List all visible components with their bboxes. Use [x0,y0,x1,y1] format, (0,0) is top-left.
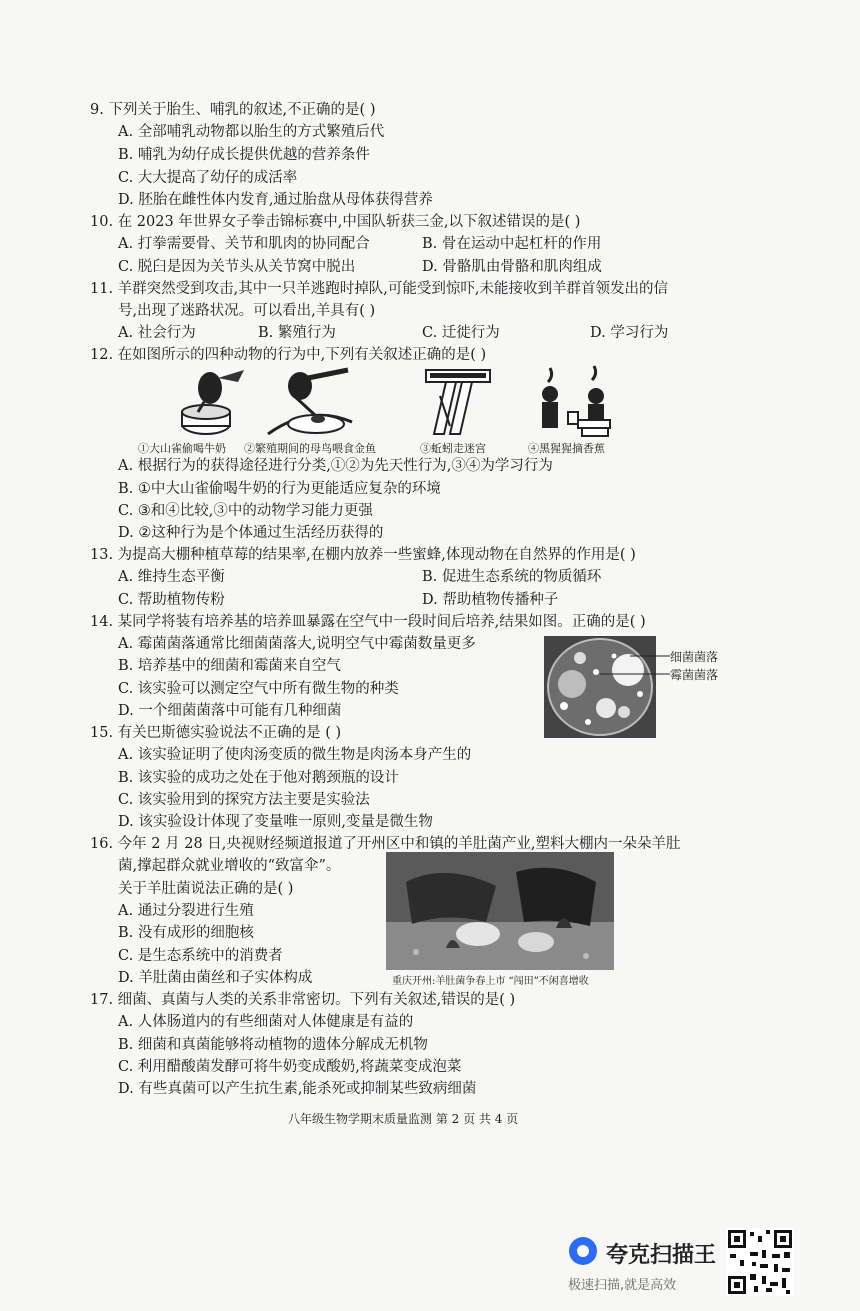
q17-option-c: C. 利用醋酸菌发酵可将牛奶变成酸奶,将蔬菜变成泡菜 [118,1059,462,1075]
q13-option-b: B. 促进生态系统的物质循环 [422,569,602,585]
q16-option-b: B. 没有成形的细胞核 [118,925,254,941]
q9-option-d: D. 胚胎在雌性体内发育,通过胎盘从母体获得营养 [118,192,433,208]
q12-caption-4: ④黑猩猩摘香蕉 [528,442,605,455]
q13-option-d: D. 帮助植物传播种子 [422,592,559,608]
q14-option-a: A. 霉菌菌落通常比细菌菌落大,说明空气中霉菌数量更多 [118,636,476,652]
q10-option-d: D. 骨骼肌由骨骼和肌肉组成 [422,259,602,275]
q15-option-b: B. 该实验的成功之处在于他对鹅颈瓶的设计 [118,770,399,786]
q16-stem-line2: 菌,撑起群众就业增收的“致富伞”。 [118,858,341,874]
q16-stem-line3: 关于羊肚菌说法正确的是( ) [118,881,294,897]
q16-stem-line1: 16. 今年 2 月 28 日,央视财经频道报道了开州区中和镇的羊肚菌产业,塑料大棚内一朵朵羊肚 [90,836,681,852]
q12-caption-2: ②繁殖期间的母鸟喂食金鱼 [244,442,376,455]
q12-caption-1: ①大山雀偷喝牛奶 [138,442,226,455]
q17-option-b: B. 细菌和真菌能够将动植物的遗体分解成无机物 [118,1037,428,1053]
q17-option-a: A. 人体肠道内的有些细菌对人体健康是有益的 [118,1014,414,1030]
q16-option-d: D. 羊肚菌由菌丝和子实体构成 [118,970,313,986]
q12-stem: 12. 在如图所示的四种动物的行为中,下列有关叙述正确的是( ) [90,347,487,363]
q10-option-b: B. 骨在运动中起杠杆的作用 [422,236,602,252]
q15-option-c: C. 该实验用到的探究方法主要是实验法 [118,792,370,808]
petri-label-lines [600,650,670,680]
watermark-slogan: 极速扫描,就是高效 [568,1278,677,1293]
q12-option-b: B. ①中大山雀偷喝牛奶的行为更能适应复杂的环境 [118,481,441,497]
morel-mushroom-photo [386,852,614,970]
q10-option-a: A. 打拳需要骨、关节和肌肉的协同配合 [118,236,370,252]
page-footer: 八年级生物学期末质量监测 第 2 页 共 4 页 [288,1112,519,1126]
q10-option-c: C. 脱臼是因为关节头从关节窝中脱出 [118,259,356,275]
q9-option-c: C. 大大提高了幼仔的成活率 [118,170,298,186]
q11-option-d: D. 学习行为 [590,325,669,341]
q14-option-d: D. 一个细菌菌落中可能有几种细菌 [118,703,342,719]
q9-option-b: B. 哺乳为幼仔成长提供优越的营养条件 [118,147,370,163]
label-mold-colony: 霉菌菌落 [670,668,719,682]
q9-stem: 9. 下列关于胎生、哺乳的叙述,不正确的是( ) [90,102,376,118]
bird-feeding-fish-image [264,364,356,440]
chimpanzee-banana-image [532,364,616,440]
q17-stem: 17. 细菌、真菌与人类的关系非常密切。下列有关叙述,错误的是( ) [90,992,516,1008]
q13-option-a: A. 维持生态平衡 [118,569,225,585]
watermark-brand: 夸克扫描王 [606,1243,717,1268]
q13-option-c: C. 帮助植物传粉 [118,592,225,608]
q16-option-a: A. 通过分裂进行生殖 [118,903,254,919]
q13-stem: 13. 为提高大棚种植草莓的结果率,在棚内放养一些蜜蜂,体现动物在自然界的作用是( ) [90,547,636,563]
q12-option-c: C. ③和④比较,③中的动物学习能力更强 [118,503,373,519]
morel-photo-caption: 重庆开州:羊肚菌争春上市 “闯田”不闲喜增收 [392,976,589,987]
q12-caption-3: ③蚯蚓走迷宫 [420,442,486,455]
q11-stem-line2: 号,出现了迷路状况。可以看出,羊具有( ) [118,303,376,319]
q16-option-c: C. 是生态系统中的消费者 [118,948,283,964]
q10-stem: 10. 在 2023 年世界女子拳击锦标赛中,中国队斩获三金,以下叙述错误的是( ) [90,214,581,230]
q12-option-d: D. ②这种行为是个体通过生活经历获得的 [118,525,384,541]
q15-option-d: D. 该实验设计体现了变量唯一原则,变量是微生物 [118,814,433,830]
earthworm-maze-image [420,366,496,438]
q12-option-a: A. 根据行为的获得途径进行分类,①②为先天性行为,③④为学习行为 [118,458,553,474]
quark-logo-icon [568,1236,598,1266]
q11-option-a: A. 社会行为 [118,325,196,341]
label-bacteria-colony: 细菌菌落 [670,650,719,664]
q11-stem-line1: 11. 羊群突然受到攻击,其中一只羊逃跑时掉队,可能受到惊吓,未能接收到羊群首领发出的信 [90,281,668,297]
q17-option-d: D. 有些真菌可以产生抗生素,能杀死或抑制某些致病细菌 [118,1081,477,1097]
bird-milk-image [168,366,250,438]
qr-code-icon [726,1228,794,1296]
q14-option-b: B. 培养基中的细菌和霉菌来自空气 [118,658,341,674]
q15-stem: 15. 有关巴斯德实验说法不正确的是 ( ) [90,725,342,741]
q9-option-a: A. 全部哺乳动物都以胎生的方式繁殖后代 [118,124,385,140]
q11-option-b: B. 繁殖行为 [258,325,336,341]
q15-option-a: A. 该实验证明了使肉汤变质的微生物是肉汤本身产生的 [118,747,472,763]
q14-option-c: C. 该实验可以测定空气中所有微生物的种类 [118,681,399,697]
q14-stem: 14. 某同学将装有培养基的培养皿暴露在空气中一段时间后培养,结果如图。正确的是( ) [90,614,646,630]
q11-option-c: C. 迁徙行为 [422,325,500,341]
